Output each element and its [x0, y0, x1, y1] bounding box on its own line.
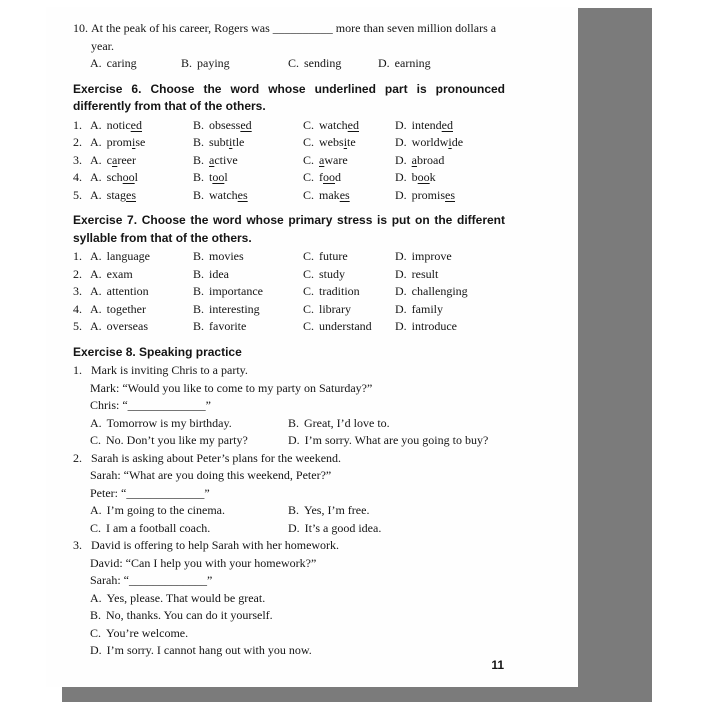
option-label: A.: [90, 56, 102, 70]
option-text: interesting: [209, 301, 260, 316]
option: [90, 590, 505, 608]
option: [303, 134, 395, 152]
option-label: D.: [288, 520, 300, 535]
option-label: B.: [193, 319, 205, 333]
item-number: 3.: [73, 538, 82, 552]
option-label: A.: [90, 135, 102, 149]
option-word: [209, 118, 252, 132]
option: [90, 187, 193, 205]
word-pre: prom: [106, 135, 133, 149]
option: [90, 625, 505, 643]
question-text: At the peak of his career, Rogers was __________ more than seven million dollars a year.: [91, 21, 497, 53]
word-pre: c: [106, 152, 112, 167]
option: [193, 117, 303, 135]
speaking-options: [90, 415, 505, 450]
option: [193, 301, 303, 319]
row-number: 4.: [73, 301, 82, 316]
option: [395, 283, 505, 301]
word-pre: worldw: [411, 135, 449, 149]
option-label: C.: [303, 135, 315, 149]
option-label: C.: [303, 249, 315, 263]
option-word: [209, 170, 228, 184]
word-pre: notic: [106, 117, 131, 132]
speaking-options: [90, 502, 505, 537]
option-text: earning: [394, 56, 431, 70]
option-label: B.: [193, 249, 205, 263]
option: [288, 415, 505, 433]
option-label: B.: [193, 284, 205, 298]
option-text: I’m going to the cinema.: [106, 503, 225, 517]
dialog-line: Mark: “Would you like to come to my party on Saturday?”: [90, 380, 373, 395]
option-text: family: [411, 301, 443, 316]
option-label: B.: [193, 152, 205, 167]
speaking-item: [73, 362, 505, 380]
option-word: [319, 188, 350, 202]
option-text: Great, I’d love to.: [304, 415, 390, 430]
option-word: [107, 188, 136, 202]
underlined-part: a: [112, 152, 118, 167]
option-label: A.: [90, 319, 102, 333]
exercise-6-heading: Exercise 6. Choose the word whose underlined part is pronounced differently from that of the others.: [73, 81, 505, 113]
underlined-part: a: [209, 152, 215, 167]
speaking-item: [73, 537, 505, 555]
page-number: 11: [491, 657, 504, 672]
underlined-part: ed: [240, 117, 252, 132]
option: [90, 432, 288, 450]
option: [90, 283, 193, 301]
option: [90, 301, 193, 319]
option-label: B.: [193, 170, 205, 184]
option-label: A.: [90, 117, 102, 132]
option-label: D.: [395, 117, 407, 132]
row-number: 5.: [73, 319, 82, 333]
option-word: [412, 118, 453, 132]
underlined-part: oo: [212, 170, 225, 184]
option-label: B.: [288, 415, 300, 430]
option-label: C.: [303, 117, 315, 132]
row-number: 5.: [73, 187, 82, 202]
underlined-part: es: [339, 187, 350, 202]
word-pre: t: [209, 170, 213, 184]
word-pre: sch: [106, 170, 123, 184]
exercise-7-heading: Exercise 7. Choose the word whose primary stress is put on the different syllable from that of the others.: [73, 213, 505, 245]
underlined-part: i: [448, 135, 452, 149]
option: [193, 318, 303, 336]
option-label: A.: [90, 187, 102, 202]
option-label: A.: [90, 415, 102, 430]
speaking-item: [73, 450, 505, 468]
option: [90, 415, 288, 433]
item-number: 1.: [73, 363, 82, 377]
option-label: D.: [288, 433, 300, 447]
underlined-part: ed: [347, 117, 359, 132]
option: [193, 169, 303, 187]
option: [303, 169, 395, 187]
exercise-6-row: [73, 134, 505, 152]
option-text: You’re welcome.: [106, 625, 189, 640]
option-label: C.: [90, 520, 102, 535]
option-label: C.: [288, 56, 300, 70]
row-number: 2.: [73, 135, 82, 149]
option: [378, 55, 505, 73]
underlined-part: oo: [323, 170, 336, 184]
option-label: B.: [193, 266, 205, 281]
underlined-part: i: [343, 135, 348, 149]
option: [193, 187, 303, 205]
option-label: C.: [303, 152, 315, 167]
option-label: D.: [395, 152, 407, 167]
option: [303, 117, 395, 135]
option-label: B.: [288, 503, 300, 517]
option-text: sending: [304, 56, 342, 70]
option-text: idea: [209, 266, 230, 281]
option-text: I am a football coach.: [106, 520, 211, 535]
option-word: [107, 153, 136, 167]
option: [303, 301, 395, 319]
option: [90, 502, 288, 520]
option-label: D.: [395, 301, 407, 316]
item-intro: David is offering to help Sarah with her homework.: [91, 538, 340, 552]
item-intro: Mark is inviting Chris to a party.: [91, 363, 248, 377]
option: [193, 266, 303, 284]
option: [193, 134, 303, 152]
word-pre: stag: [106, 187, 127, 202]
option-word: [412, 135, 463, 149]
option-word: [209, 135, 244, 149]
option-text: caring: [106, 56, 137, 70]
option: [90, 152, 193, 170]
option-text: attention: [106, 284, 149, 298]
option: [90, 134, 193, 152]
option: [395, 318, 505, 336]
option-label: D.: [395, 170, 407, 184]
option-label: A.: [90, 301, 102, 316]
option: [303, 187, 395, 205]
option: [395, 169, 505, 187]
option: [90, 607, 505, 625]
row-number: 2.: [73, 266, 82, 281]
option: [303, 283, 395, 301]
word-post: se: [135, 135, 146, 149]
option: [90, 55, 181, 73]
option-label: B.: [193, 301, 205, 316]
option-label: D.: [378, 56, 390, 70]
option-word: [319, 118, 359, 132]
option: [90, 169, 193, 187]
option-text: library: [319, 301, 352, 316]
option-label: D.: [395, 135, 407, 149]
option-word: [209, 188, 248, 202]
option-word: [319, 153, 348, 167]
option-label: B.: [193, 135, 205, 149]
word-pre: webs: [319, 135, 344, 149]
underlined-part: es: [445, 187, 456, 202]
dialog-line: Sarah: “What are you doing this weekend, Peter?”: [90, 468, 332, 482]
option-label: A.: [90, 249, 102, 263]
exercise-7-row: [73, 266, 505, 284]
word-post: l: [224, 170, 228, 184]
option-text: challenging: [411, 284, 468, 298]
option-label: D.: [395, 319, 407, 333]
option-text: I’m sorry. What are you going to buy?: [304, 433, 489, 447]
word-post: ctive: [214, 152, 238, 167]
option: [193, 248, 303, 266]
exercise-6-row: [73, 169, 505, 187]
option-word: [319, 170, 341, 184]
option-text: favorite: [209, 319, 247, 333]
option-text: importance: [209, 284, 263, 298]
question-10: [73, 20, 505, 55]
option: [395, 152, 505, 170]
word-pre: watch: [319, 117, 348, 132]
option-word: [107, 170, 138, 184]
underlined-part: a: [411, 152, 417, 167]
option: [303, 318, 395, 336]
option-word: [107, 135, 146, 149]
row-number: 3.: [73, 284, 82, 298]
option: [90, 248, 193, 266]
option-word: [319, 135, 356, 149]
item-number: 2.: [73, 450, 82, 465]
underlined-part: ed: [130, 117, 142, 132]
option: [90, 117, 193, 135]
item-intro: Sarah is asking about Peter’s plans for the weekend.: [91, 450, 342, 465]
dialog-line-blank: Chris: “_____________”: [90, 398, 211, 412]
option-text: future: [319, 249, 348, 263]
document-page: [46, 7, 578, 687]
dialog-line-blank: Sarah: “_____________”: [90, 573, 213, 587]
word-post: broad: [417, 152, 445, 167]
option: [303, 152, 395, 170]
option: [395, 266, 505, 284]
word-pre: watch: [209, 187, 238, 202]
word-post: te: [347, 135, 356, 149]
option-word: [412, 153, 445, 167]
option-label: D.: [395, 266, 407, 281]
question-number: 10.: [73, 21, 88, 35]
option: [90, 318, 193, 336]
option-label: C.: [303, 266, 315, 281]
option-label: C.: [303, 301, 315, 316]
option: [395, 117, 505, 135]
option-text: Yes, I’m free.: [304, 503, 370, 517]
option-label: A.: [90, 590, 102, 605]
option-text: study: [319, 266, 346, 281]
underlined-part: oo: [122, 170, 135, 184]
option-label: A.: [90, 503, 102, 517]
option: [395, 134, 505, 152]
exercise-6-row: [73, 152, 505, 170]
option: [90, 266, 193, 284]
option-text: improve: [411, 249, 452, 263]
option-label: C.: [303, 187, 315, 202]
option: [181, 55, 288, 73]
option-text: tradition: [319, 284, 360, 298]
underlined-part: ed: [441, 117, 453, 132]
option: [90, 642, 505, 660]
row-number: 4.: [73, 170, 82, 184]
option-text: overseas: [106, 319, 148, 333]
dialog-line-blank: Peter: “_____________”: [90, 485, 210, 500]
exercise-7-row: [73, 301, 505, 319]
option-label: A.: [90, 170, 102, 184]
option-text: together: [106, 301, 146, 316]
option: [395, 301, 505, 319]
option: [193, 152, 303, 170]
exercise-7-row: [73, 248, 505, 266]
row-number: 1.: [73, 249, 82, 263]
option-label: D.: [395, 284, 407, 298]
word-pre: b: [411, 170, 418, 184]
underlined-part: es: [237, 187, 248, 202]
option: [395, 187, 505, 205]
underlined-part: oo: [417, 170, 430, 184]
exercise-7-row: [73, 283, 505, 301]
word-pre: mak: [319, 187, 340, 202]
option-label: D.: [90, 643, 102, 657]
word-pre: intend: [411, 117, 442, 132]
dialog-line: David: “Can I help you with your homework?”: [90, 555, 317, 570]
option: [303, 248, 395, 266]
option-label: B.: [181, 56, 193, 70]
option-label: D.: [395, 187, 407, 202]
option-text: No, thanks. You can do it yourself.: [106, 608, 273, 622]
option-word: [209, 153, 238, 167]
option-label: C.: [90, 625, 102, 640]
word-post: tle: [232, 135, 245, 149]
option: [395, 248, 505, 266]
word-post: k: [429, 170, 436, 184]
option-text: No. Don’t you like my party?: [106, 433, 248, 447]
option-text: understand: [319, 319, 372, 333]
option: [303, 266, 395, 284]
option: [288, 502, 505, 520]
exercise-7-row: [73, 318, 505, 336]
option-text: movies: [209, 249, 244, 263]
option-label: A.: [90, 152, 102, 167]
row-number: 1.: [73, 117, 82, 132]
option-text: Tomorrow is my birthday.: [106, 415, 232, 430]
underlined-part: a: [319, 152, 325, 167]
option-label: D.: [395, 249, 407, 263]
underlined-part: i: [229, 135, 233, 149]
option-text: Yes, please. That would be great.: [106, 590, 266, 605]
option-text: language: [106, 249, 150, 263]
option-label: B.: [193, 187, 205, 202]
option-label: A.: [90, 284, 102, 298]
word-post: d: [335, 170, 342, 184]
option-word: [412, 170, 436, 184]
word-post: ware: [324, 152, 348, 167]
option: [288, 520, 505, 538]
option-label: C.: [303, 170, 315, 184]
exercise-8-heading: Exercise 8. Speaking practice: [73, 344, 242, 359]
option: [288, 55, 378, 73]
exercise-6-row: [73, 187, 505, 205]
option-word: [107, 118, 142, 132]
option: [288, 432, 505, 450]
option-label: C.: [90, 433, 102, 447]
option-label: C.: [303, 319, 315, 333]
option-text: introduce: [411, 319, 457, 333]
option-text: result: [411, 266, 439, 281]
option-text: It’s a good idea.: [304, 520, 382, 535]
option: [193, 283, 303, 301]
option: [90, 520, 288, 538]
option-text: exam: [106, 266, 133, 281]
question-10-options: [90, 55, 505, 73]
word-post: reer: [117, 152, 136, 167]
exercise-6-row: [73, 117, 505, 135]
row-number: 3.: [73, 152, 82, 167]
option-text: I’m sorry. I cannot hang out with you now.: [106, 643, 312, 657]
option-word: [412, 188, 455, 202]
speaking-options: [90, 590, 505, 660]
word-pre: subt: [209, 135, 230, 149]
underlined-part: es: [126, 187, 137, 202]
underlined-part: i: [132, 135, 136, 149]
option-label: B.: [90, 608, 102, 622]
word-pre: promis: [411, 187, 446, 202]
option-label: B.: [193, 117, 205, 132]
word-post: de: [451, 135, 464, 149]
option-text: paying: [197, 56, 230, 70]
word-pre: obsess: [209, 117, 241, 132]
word-post: l: [134, 170, 139, 184]
word-pre: f: [319, 170, 324, 184]
option-label: A.: [90, 266, 102, 281]
option-label: C.: [303, 284, 315, 298]
